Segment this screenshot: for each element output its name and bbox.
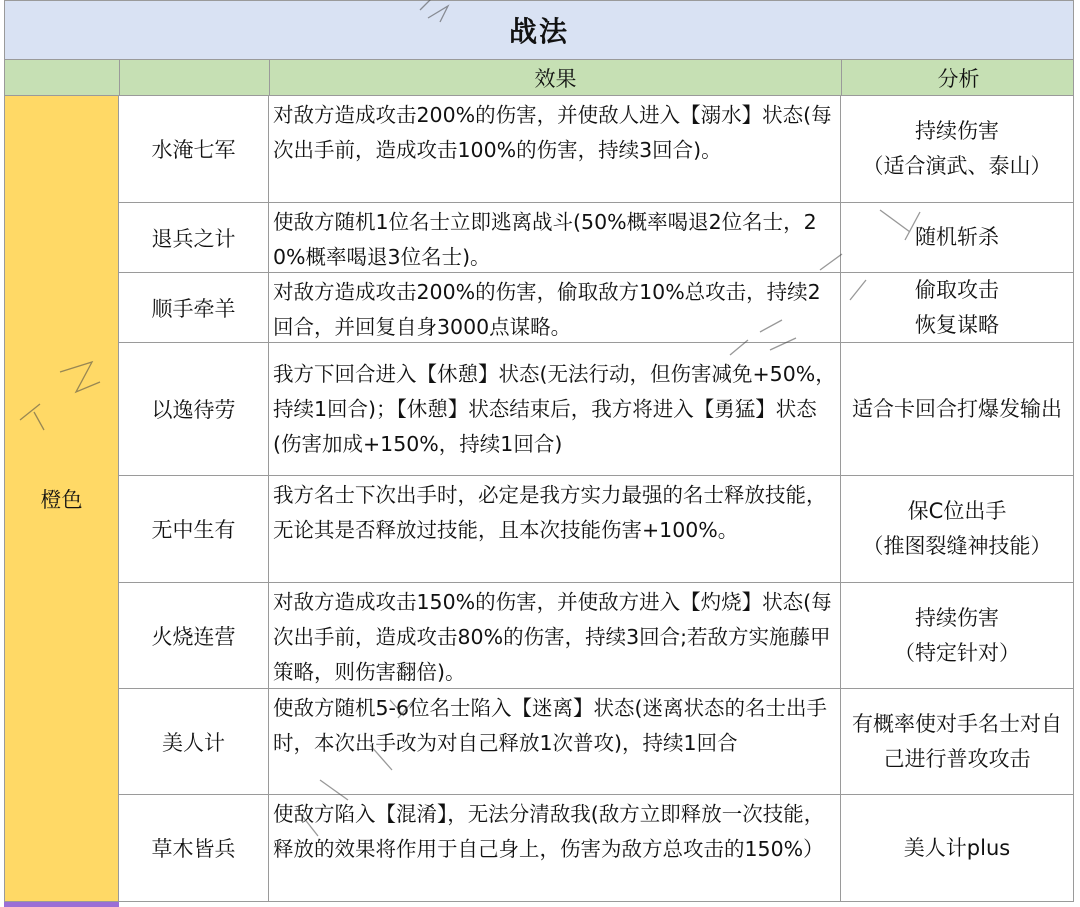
tactic-effect: 对敌方造成攻击200%的伤害，偷取敌方10%总攻击，持续2回合，并回复自身3000点谋略。 [269,273,841,342]
table-row [119,273,1074,343]
tactic-analysis-text: 持续伤害 （适合演武、泰山） [862,119,1052,178]
tactic-analysis [841,689,1074,794]
table-row [119,203,1074,273]
category-cell [4,96,119,902]
header-analysis: 分析 [937,66,980,91]
tactic-analysis [841,476,1074,582]
tactic-effect: 使敌方陷入【混淆】，无法分清敌我(敌方立即释放一次技能，释放的效果将作用于自己身上，伤害为敌方总攻击的150%） [269,795,841,901]
tactic-analysis [841,583,1074,688]
tactic-analysis-text: 随机斩杀 [915,225,999,249]
tactic-name: 水淹七军 [119,96,269,202]
tactic-effect: 使敌方随机5-6位名士陷入【迷离】状态(迷离状态的名士出手时，本次出手改为对自己释放1次普攻)，持续1回合 [269,689,841,794]
tactic-name: 美人计 [119,689,269,794]
tactic-name: 无中生有 [119,476,269,582]
tactic-effect: 使敌方随机1位名士立即逃离战斗(50%概率喝退2位名士，20%概率喝退3位名士)。 [269,203,841,272]
table-row [119,795,1074,902]
tactic-effect: 对敌方造成攻击150%的伤害，并使敌方进入【灼烧】状态(每次出手前，造成攻击80%的伤害，持续3回合;若敌方实施藤甲策略，则伤害翻倍)。 [269,583,841,688]
tactic-analysis [841,343,1074,475]
tactic-analysis-text: 偷取攻击 恢复谋略 [915,277,999,337]
tactic-analysis [841,96,1074,202]
tactic-analysis-text: 持续伤害 （特定针对） [894,605,1020,665]
tactic-name: 退兵之计 [119,203,269,272]
tactic-name: 草木皆兵 [119,795,269,901]
tactics-table [4,96,1074,907]
tactic-name: 火烧连营 [119,583,269,688]
category-label: 橙色 [40,487,83,512]
table-row [119,583,1074,689]
table-title-text: 战法 [508,15,569,48]
header-row [4,60,1074,96]
tactic-analysis-text: 适合卡回合打爆发输出 [852,396,1062,421]
header-blank-name [120,60,270,95]
tactic-analysis-text: 美人计plus [903,835,1011,860]
table-row [119,689,1074,795]
table-row [119,343,1074,476]
table-row [119,96,1074,203]
next-category-strip [4,902,119,907]
tactic-analysis-text: 保C位出手 （推图裂缝神技能） [862,499,1052,558]
tactic-analysis [841,203,1074,272]
tactic-analysis-text: 有概率使对手名士对自己进行普攻攻击 [852,711,1062,771]
tactic-analysis [841,795,1074,901]
header-effect: 效果 [270,60,842,95]
table-row [119,476,1074,583]
tactic-name: 以逸待劳 [119,343,269,475]
header-blank-category [5,60,120,95]
tactic-effect: 对敌方造成攻击200%的伤害，并使敌人进入【溺水】状态(每次出手前，造成攻击100%的伤害，持续3回合)。 [269,96,841,202]
table-title [4,0,1074,60]
tactic-analysis [841,273,1074,342]
tactic-effect: 我方下回合进入【休憩】状态(无法行动，但伤害减免+50%，持续1回合)；【休憩】状态结束后，我方将进入【勇猛】状态(伤害加成+150%，持续1回合) [269,343,841,475]
tactic-effect: 我方名士下次出手时，必定是我方实力最强的名士释放技能，无论其是否释放过技能，且本次技能伤害+100%。 [269,476,841,582]
tactic-name: 顺手牵羊 [119,273,269,342]
